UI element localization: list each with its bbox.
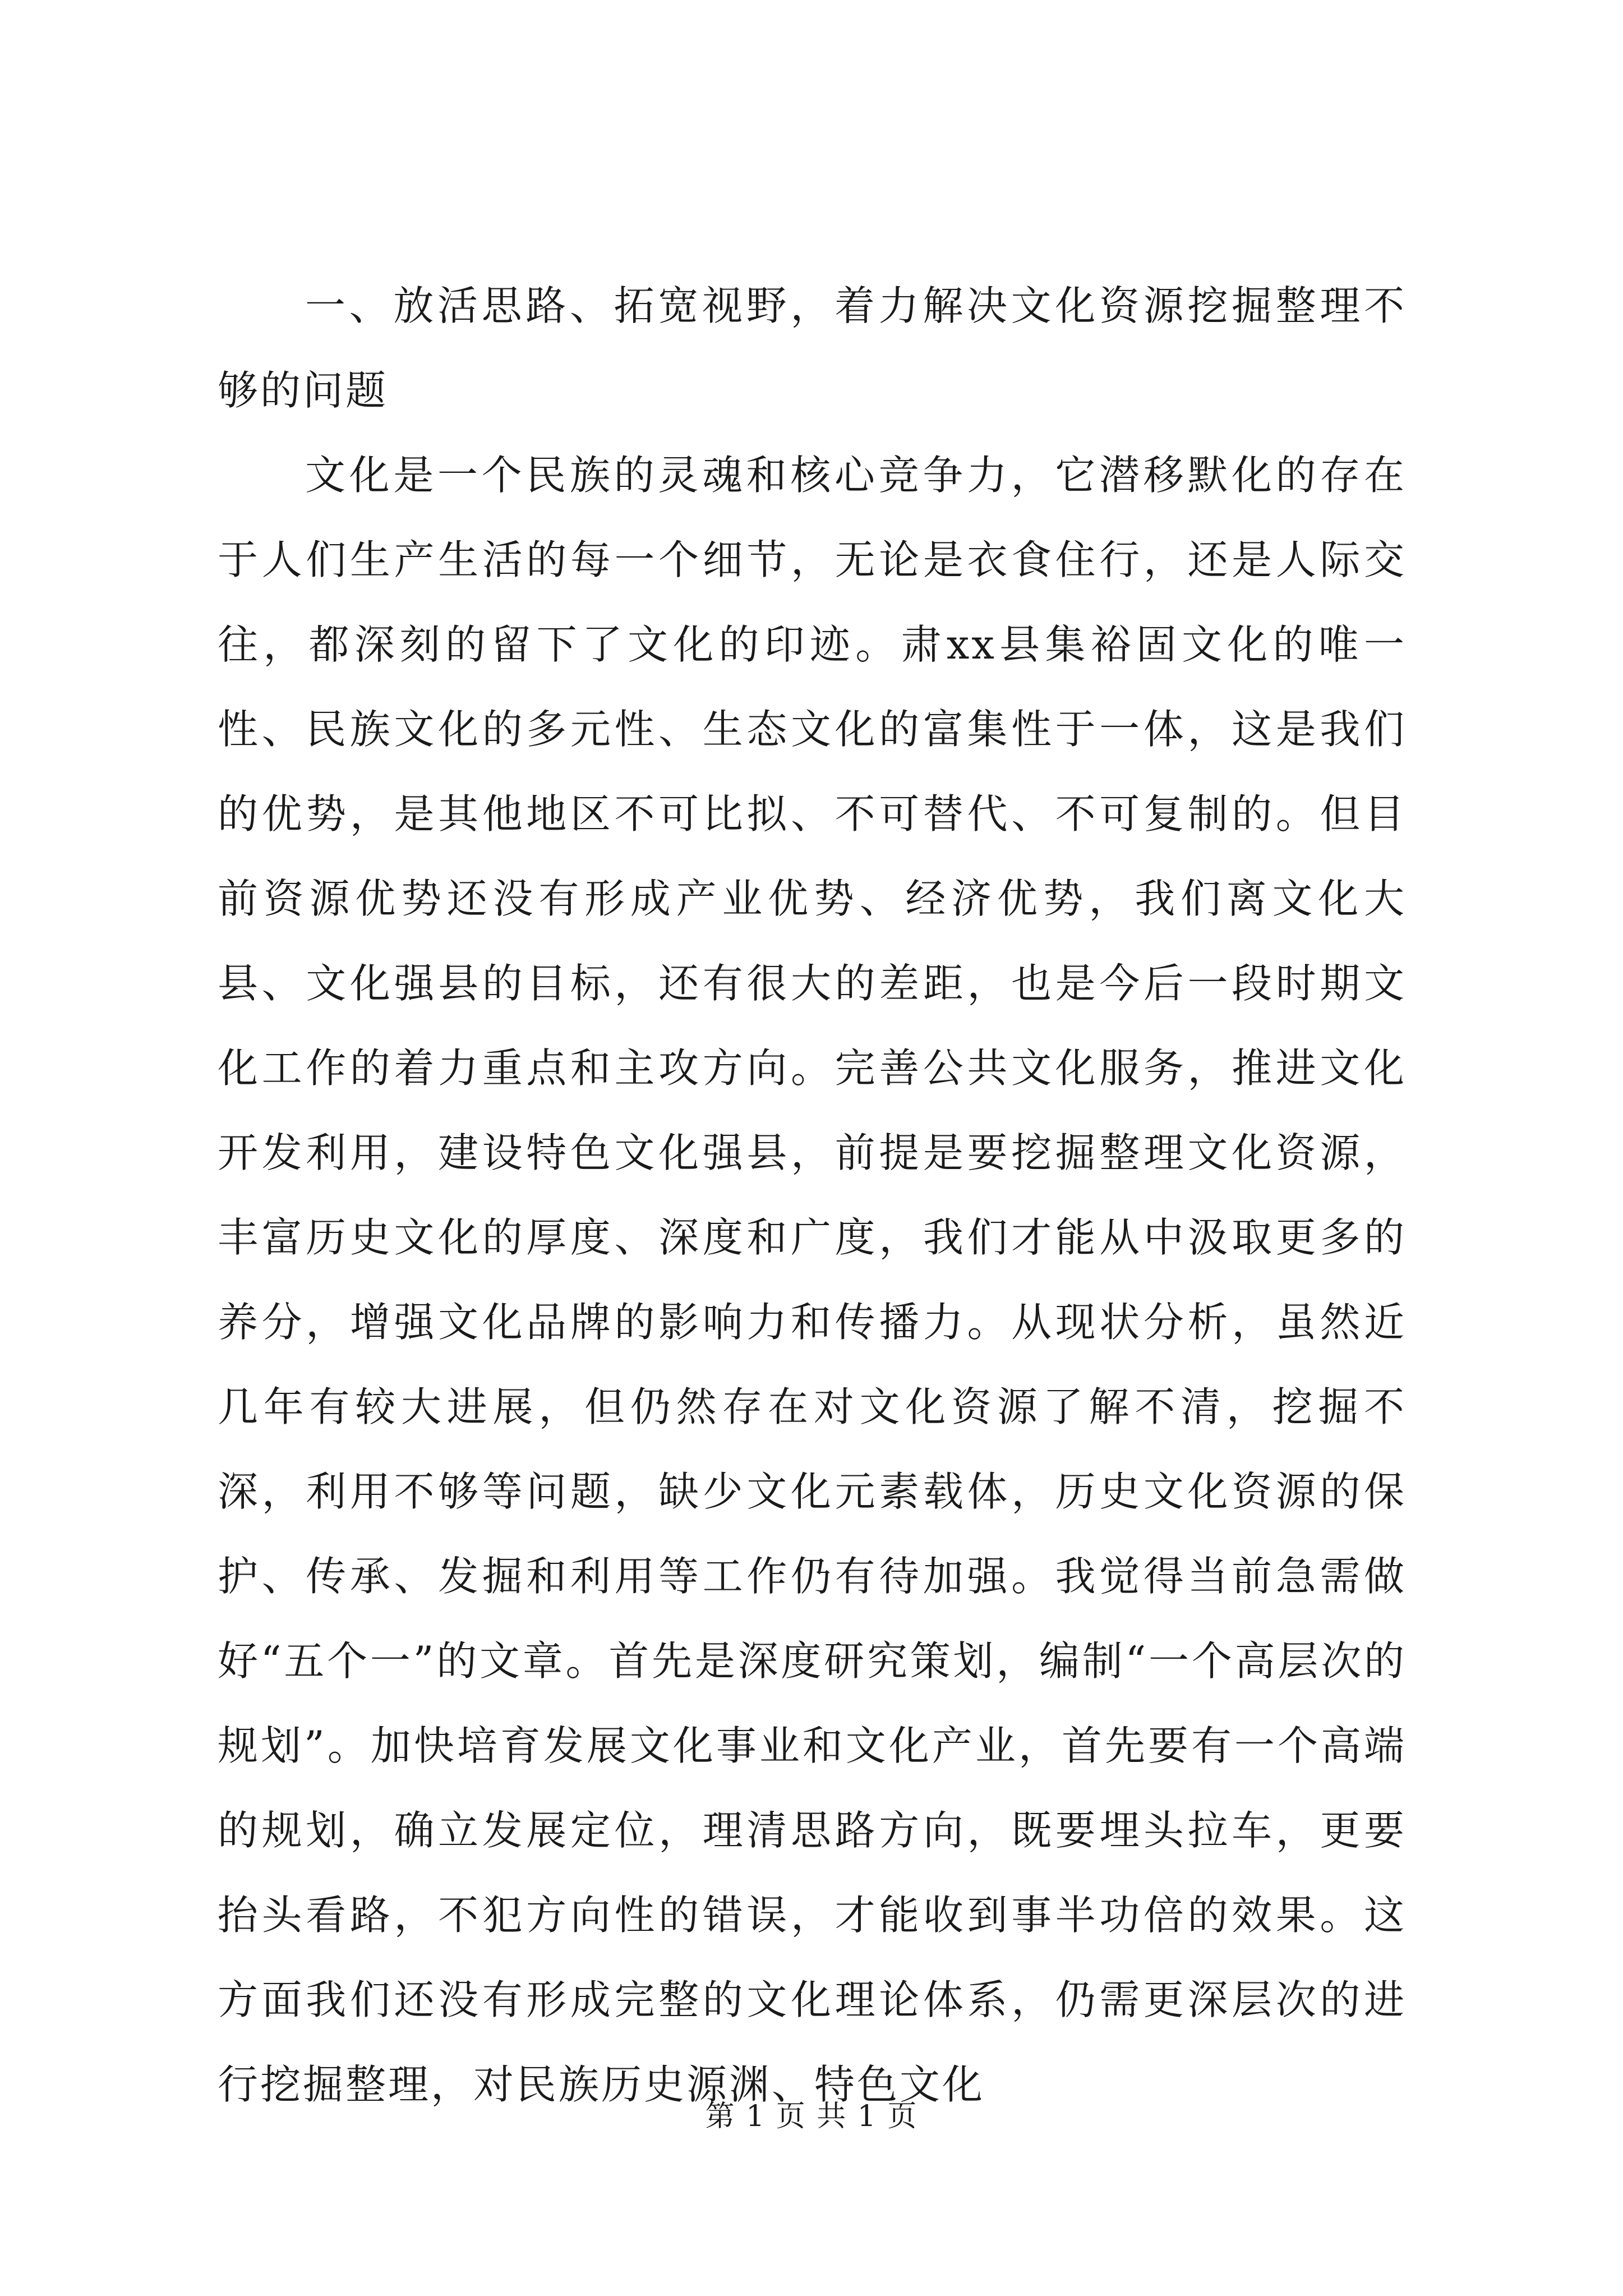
body-paragraph: 文化是一个民族的灵魂和核心竞争力，它潜移默化的存在于人们生产生活的每一个细节，无论是衣食住行，还是人际交往，都深刻的留下了文化的印迹。肃xx县集裕固文化的唯一性、民族文化的多元性、生态文化的富集性于一体，这是我们的优势，是其他地区不可比拟、不可替代、不可复制的。但目前资源优势还没有形成产业优势、经济优势，我们离文化大县、文化强县的目标，还有很大的差距，也是今后一段时期文化工作的着力重点和主攻方向。完善公共文化服务，推进文化开发利用，建设特色文化强县，前提是要挖掘整理文化资源，丰富历史文化的厚度、深度和广度，我们才能从中汲取更多的养分，增强文化品牌的影响力和传播力。从现状分析，虽然近几年有较大进展，但仍然存在对文化资源了解不清，挖掘不深，利用不够等问题，缺少文化元素载体，历史文化资源的保护、传承、发掘和利用等工作仍有待加强。我觉得当前急需做好“五个一”的文章。首先是深度研究策划，编制“一个高层次的规划”。加快培育发展文化事业和文化产业，首先要有一个高端的规划，确立发展定位，理清思路方向，既要埋头拉车，更要抬头看路，不犯方向性的错误，才能收到事半功倍的效果。这方面我们还没有形成完整的文化理论体系，仍需更深层次的进行挖掘整理，对民族历史源渊、特色文化	[218, 452, 1407, 2108]
section-heading: 一、放活思路、拓宽视野，着力解决文化资源挖掘整理不够的问题	[218, 282, 1407, 414]
document-body	[218, 264, 1407, 2127]
page-footer: 第 1 页 共 1 页	[705, 2100, 918, 2133]
